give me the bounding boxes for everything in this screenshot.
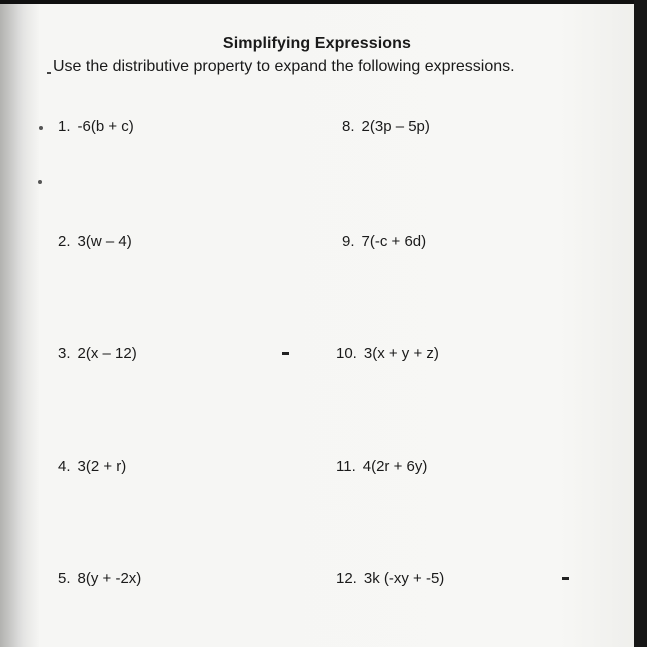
problem-1 xyxy=(58,118,134,135)
problem-number: 3. xyxy=(58,345,71,362)
problem-expression: 2(3p – 5p) xyxy=(361,118,430,135)
bleed-through-mark xyxy=(205,118,325,132)
problem-number: 5. xyxy=(58,570,71,587)
worksheet-instructions: Use the distributive property to expand the following expressions. xyxy=(53,58,515,75)
page-fold-shadow xyxy=(0,0,40,647)
problem-expression: 3k (-xy + -5) xyxy=(363,570,445,587)
problem-number: 8. xyxy=(342,118,355,135)
worksheet-title: Simplifying Expressions xyxy=(222,35,412,52)
pen-mark xyxy=(38,180,42,184)
problem-number: 10. xyxy=(336,345,357,362)
pen-mark xyxy=(282,352,289,355)
problem-expression: 3(w – 4) xyxy=(77,233,132,250)
problem-number: 11. xyxy=(336,458,356,475)
problem-expression: 3(x + y + z) xyxy=(363,345,439,362)
problem-12 xyxy=(336,570,444,587)
problem-number: 2. xyxy=(58,233,71,250)
problem-number: 9. xyxy=(342,233,355,250)
problem-expression: 8(y + -2x) xyxy=(77,570,142,587)
problem-8 xyxy=(342,118,430,135)
problem-expression: 3(2 + r) xyxy=(77,458,127,475)
problem-expression: 4(2r + 6y) xyxy=(362,458,428,475)
problem-number: 12. xyxy=(336,570,357,587)
problem-11 xyxy=(336,458,427,475)
problem-expression: 2(x – 12) xyxy=(77,345,137,362)
problem-number: 4. xyxy=(58,458,71,475)
problem-5 xyxy=(58,570,141,587)
problem-3 xyxy=(58,345,137,362)
problem-4 xyxy=(58,458,126,475)
problem-9 xyxy=(342,233,426,250)
right-edge xyxy=(634,0,647,647)
problem-expression: -6(b + c) xyxy=(77,118,134,135)
problem-10 xyxy=(336,345,439,362)
problem-expression: 7(-c + 6d) xyxy=(361,233,427,250)
pen-mark xyxy=(562,577,569,580)
pen-mark xyxy=(39,126,43,130)
top-edge xyxy=(0,0,647,4)
pen-mark xyxy=(47,72,51,74)
problem-2 xyxy=(58,233,132,250)
problem-number: 1. xyxy=(58,118,71,135)
